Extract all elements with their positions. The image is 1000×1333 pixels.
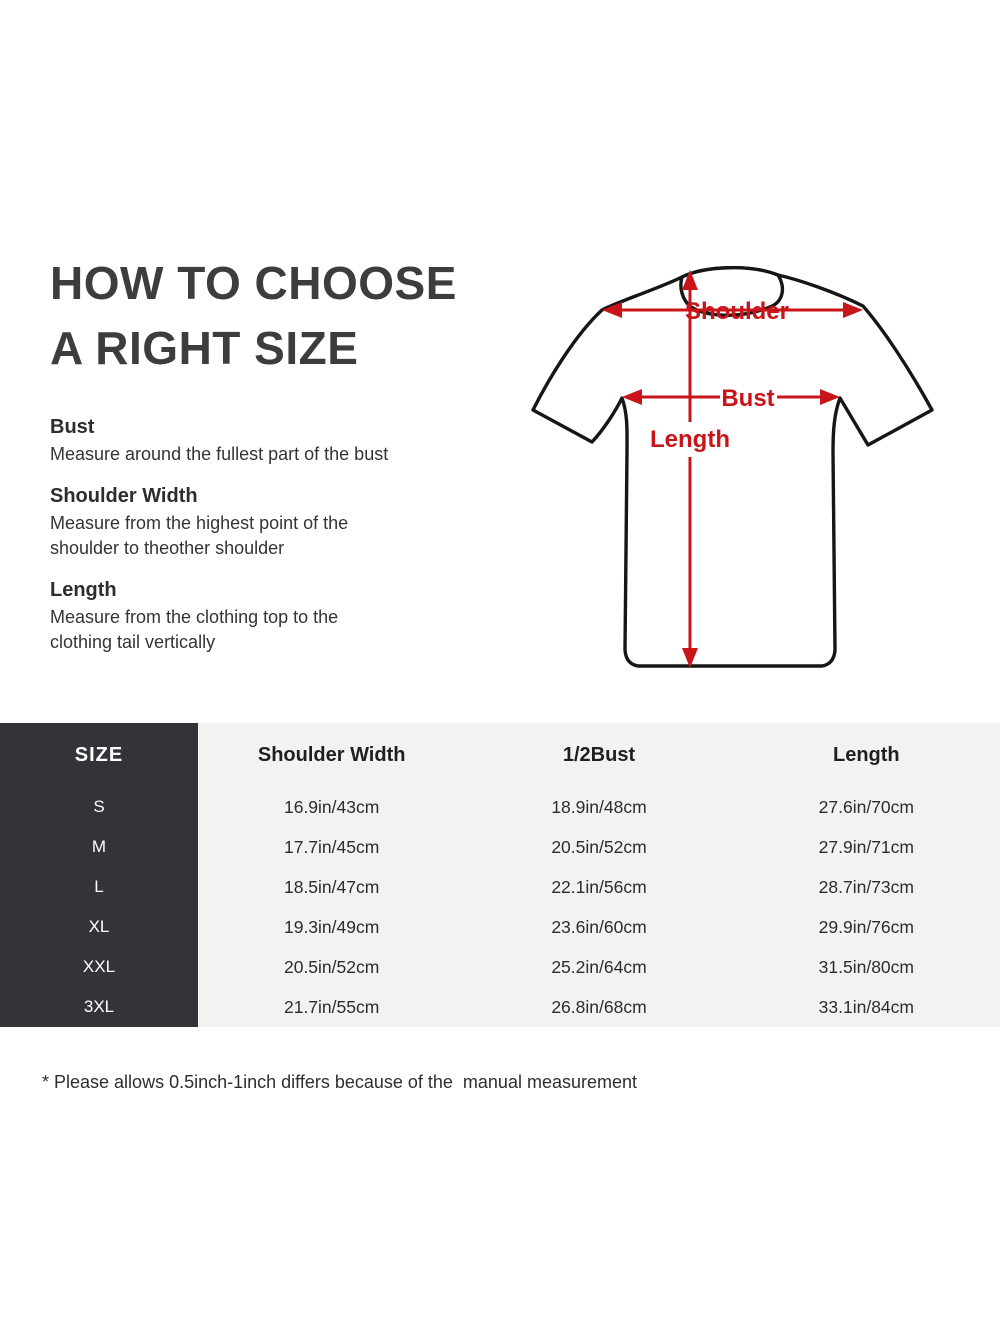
size-label-xxl: XXL (0, 947, 198, 987)
length-label: Length (650, 426, 730, 453)
instruction-shoulder-body: Measure from the highest point of the shoulder to theother shoulder (50, 513, 349, 558)
size-label-l: L (0, 867, 198, 907)
page-title-line2: A RIGHT SIZE (50, 322, 359, 374)
length-value-xl: 29.9in/76cm (818, 916, 914, 937)
size-table-header-length: Length (833, 743, 900, 766)
size-table (0, 723, 1000, 1027)
length-value-m: 27.9in/71cm (818, 836, 914, 857)
shoulder-value-xxl: 20.5in/52cm (283, 956, 380, 977)
bust-label: Bust (721, 385, 775, 412)
bust-value-l: 22.1in/56cm (551, 876, 647, 897)
instruction-shoulder-heading: Shoulder Width (50, 485, 198, 507)
length-value-l: 28.7in/73cm (818, 876, 914, 897)
tshirt-measurement-diagram (510, 250, 950, 690)
length-value-xxl: 31.5in/80cm (818, 956, 914, 977)
page-title (50, 251, 490, 381)
instruction-bust (50, 415, 470, 467)
bust-value-xl: 23.6in/60cm (551, 916, 647, 937)
instruction-bust-body: Measure around the fullest part of the bust (50, 444, 389, 464)
size-label-m: M (0, 827, 198, 867)
size-label-3xl: 3XL (0, 987, 198, 1027)
size-label-xl: XL (0, 907, 198, 947)
bust-value-3xl: 26.8in/68cm (551, 996, 647, 1017)
measurement-disclaimer: * Please allows 0.5inch-1inch differs because of the manual measurement (42, 1072, 638, 1092)
size-table-header-size: SIZE (0, 723, 198, 787)
instruction-length (50, 578, 470, 655)
shoulder-label: Shoulder (684, 298, 790, 325)
size-table-header-bust: 1/2Bust (562, 743, 636, 766)
bust-value-s: 18.9in/48cm (551, 796, 647, 817)
size-table-header-shoulder: Shoulder Width (257, 743, 406, 766)
shoulder-value-l: 18.5in/47cm (283, 876, 380, 897)
shoulder-value-3xl: 21.7in/55cm (283, 996, 380, 1017)
measurement-instructions (50, 415, 470, 655)
shoulder-value-s: 16.9in/43cm (283, 796, 380, 817)
length-value-s: 27.6in/70cm (818, 796, 914, 817)
shoulder-value-m: 17.7in/45cm (283, 836, 380, 857)
instruction-bust-heading: Bust (50, 416, 95, 438)
bust-value-m: 20.5in/52cm (551, 836, 647, 857)
size-label-s: S (0, 787, 198, 827)
length-value-3xl: 33.1in/84cm (818, 996, 914, 1017)
instruction-length-heading: Length (50, 579, 117, 601)
tshirt-outline (533, 268, 932, 666)
instruction-length-body: Measure from the clothing top to the clothing tail vertically (50, 607, 339, 652)
bust-value-xxl: 25.2in/64cm (551, 956, 647, 977)
shoulder-value-xl: 19.3in/49cm (283, 916, 380, 937)
page-title-line1: HOW TO CHOOSE (50, 257, 457, 309)
instruction-shoulder-width (50, 484, 470, 561)
